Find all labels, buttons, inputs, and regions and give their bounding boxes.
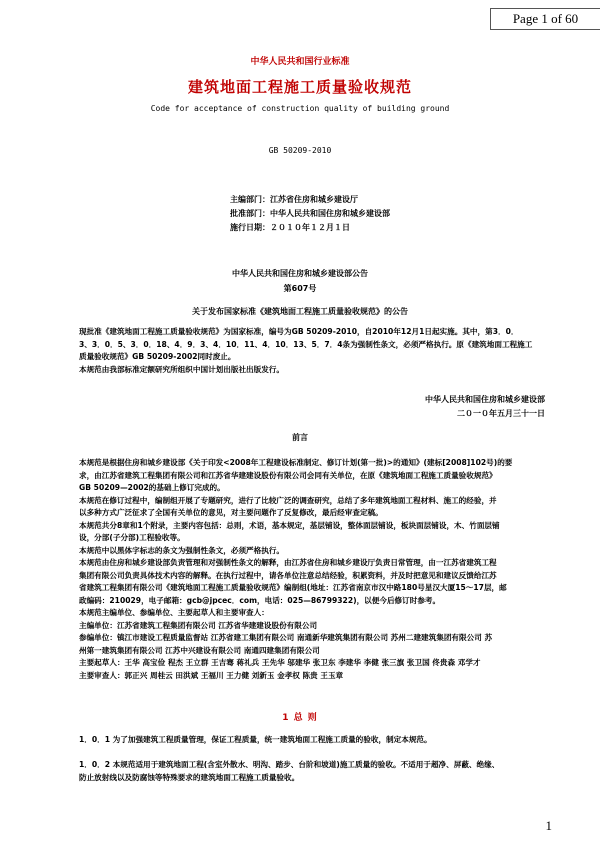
preface-line: 省建筑工程集团有限公司《建筑地面工程施工质量验收规范》编制组(地址：江苏省南京市汉中路180号星汉大厦15～17层，邮 xyxy=(79,583,507,592)
preface-line: 以多种方式广泛征求了全国有关单位的意见，对主要问题作了反复修改，最后经审查定稿。 xyxy=(79,508,383,517)
chapter-clause-2 xyxy=(79,759,557,784)
preface-heading: 前言 xyxy=(292,433,308,442)
standard-number: GB 50209-2010 xyxy=(268,146,332,155)
preface-line: 本规范由住房和城乡建设部负责管理和对强制性条文的解释，由江苏省住房和城乡建设厅负责日常管理，由一江苏省建筑工程 xyxy=(79,558,497,567)
preface-body xyxy=(79,457,557,682)
preface-line: 参编单位：镇江市建设工程质量监督站 江苏省建工集团有限公司 南通新华建筑集团有限公司 苏州二建建筑集团有限公司 苏 xyxy=(79,633,493,642)
preface-line: 本规范在修订过程中，编制组开展了专题研究，进行了比较广泛的调查研究，总结了多年建筑地面工程材料、施工的经验，并 xyxy=(79,495,497,505)
approval-department: 批准部门：中华人民共和国住房和城乡建设部 xyxy=(230,209,390,218)
notice-issuer: 中华人民共和国住房和城乡建设部公告 xyxy=(232,269,368,278)
notice-line: 本规范由我部标准定额研究所组织中国计划出版社出版发行。 xyxy=(79,364,285,374)
english-title: Code for acceptance of construction quality of building ground xyxy=(150,104,450,113)
preface-line: 本规范中以黑体字标志的条文为强制性条文，必须严格执行。 xyxy=(79,545,285,555)
signature-org: 中华人民共和国住房和城乡建设部 xyxy=(425,395,545,404)
preface-line: 州第一建筑集团有限公司 江苏中兴建设有限公司 南通四建集团有限公司 xyxy=(79,645,320,655)
clause-line: 1．0．1 为了加强建筑工程质量管理，保证工程质量，统一建筑地面工程施工质量的验收，制定本规范。 xyxy=(79,735,432,744)
standard-class: 中华人民共和国行业标准 xyxy=(250,57,350,67)
notice-line: 3、3．0．5、3．0．18、4．9．3、4．10．11、4．10．13、5．7．4条为强制性条文，必须严格执行。原《建筑地面工程施工 xyxy=(79,339,533,349)
chapter-clause-1 xyxy=(79,734,557,747)
preface-line: 本规范主编单位、参编单位、主要起草人和主要审查人： xyxy=(79,608,269,617)
page-indicator: Page 1 of 60 xyxy=(490,8,600,30)
notice-body xyxy=(79,326,557,376)
document-title: 建筑地面工程施工质量验收规范 xyxy=(187,78,412,96)
preface-line: 本规范共分8章和1个附录，主要内容包括：总则，术语，基本规定，基层铺设，整体面层铺设，板块面层铺设，木、竹面层铺 xyxy=(79,520,500,530)
signature-date: 二０一０年五月三十一日 xyxy=(457,409,545,418)
editor-department: 主编部门：江苏省住房和城乡建设厅 xyxy=(230,195,358,204)
preface-line: GB 50209—2002的基础上修订完成的。 xyxy=(79,483,225,492)
preface-line: 主要审查人：郭正兴 周桂云 田洪斌 王福川 王力健 刘新玉 金孝权 陈贵 王玉章 xyxy=(79,670,344,680)
preface-line: 集团有限公司负责具体技术内容的解释。在执行过程中，请各单位注意总结经验，积累资料，并及时把意见和建议反馈给江苏 xyxy=(79,570,497,580)
preface-line: 设，分部(子分部)工程验收等。 xyxy=(79,533,185,542)
preface-line: 政编码：210029，电子邮箱：gcb@jpcec．com，电话：025—86799322)，以便今后修订时参考。 xyxy=(79,595,441,605)
page-number: 1 xyxy=(545,818,552,833)
clause-line: 防止放射线以及防腐蚀等特殊要求的建筑地面工程施工质量验收。 xyxy=(79,772,300,782)
notice-line: 质量验收规范》GB 50209-2002同时废止。 xyxy=(79,352,236,361)
preface-line: 主编单位：江苏省建筑工程集团有限公司 江苏省华建建设股份有限公司 xyxy=(79,620,318,630)
chapter-heading: 1 总 则 xyxy=(282,713,318,723)
preface-line: 求，由江苏省建筑工程集团有限公司和江苏省华建建设股份有限公司会同有关单位，在原《建筑地面工程施工质量验收规范》 xyxy=(79,470,497,480)
preface-line: 主要起草人：王华 高宝俭 程杰 王立群 王吉骞 蒋礼兵 王先华 邬建华 张卫东 李建华 李健 张三旗 张卫国 佟贵森 邓学才 xyxy=(79,658,481,667)
effective-date: 施行日期：２０１０年１２月１日 xyxy=(230,223,350,232)
notice-title: 关于发布国家标准《建筑地面工程施工质量验收规范》的公告 xyxy=(192,307,408,316)
notice-line: 现批准《建筑地面工程施工质量验收规范》为国家标准，编号为GB 50209-2010，自2010年12月1日起实施。其中，第3．0． xyxy=(79,327,519,336)
notice-number: 第607号 xyxy=(283,284,317,293)
preface-line: 本规范是根据住房和城乡建设部《关于印发<2008年工程建设标准制定、修订计划(第一批)>的通知》(建标[2008]102号)的要 xyxy=(79,458,513,467)
clause-line: 1．0．2 本规范适用于建筑地面工程(含室外散水、明沟、踏步、台阶和坡道)施工质量的验收。不适用于超净、屏蔽、绝缘、 xyxy=(79,760,500,769)
